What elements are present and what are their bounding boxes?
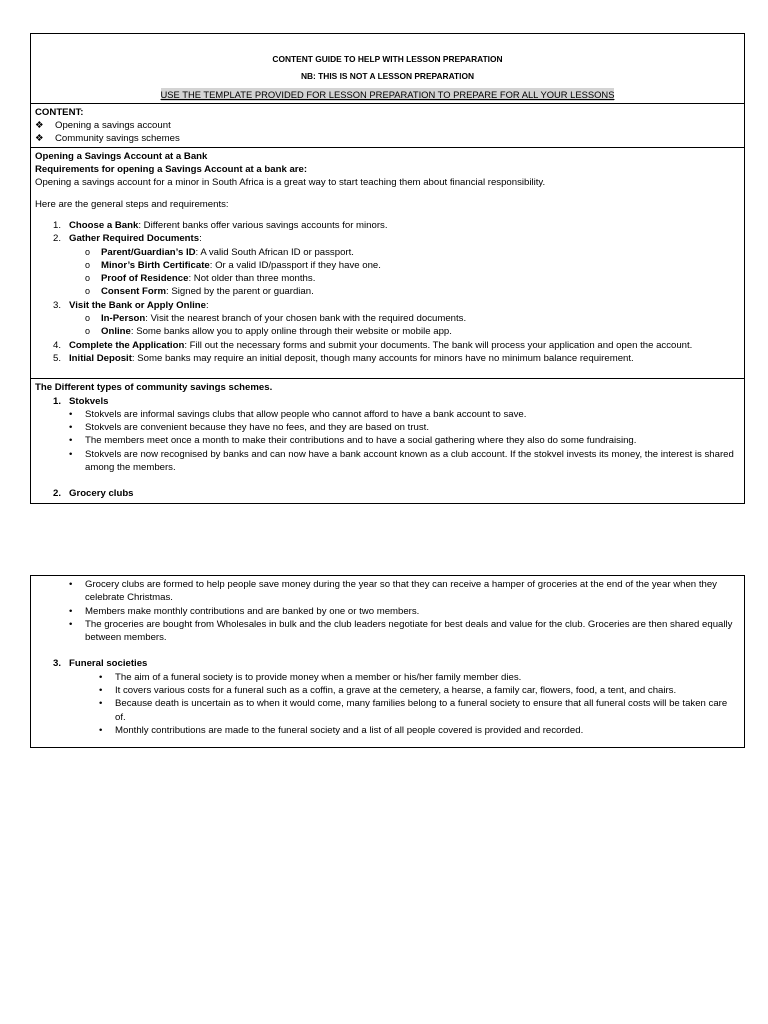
circle-bullet-icon: o — [85, 246, 91, 257]
circle-bullet-icon: o — [85, 273, 91, 284]
step-item: 5. Initial Deposit: Some banks may require an initial deposit, though many accounts for minors have no minimum balance requirement. — [52, 352, 634, 364]
doc-item: o Parent/Guardian’s ID: A valid South African ID or passport. — [85, 246, 354, 258]
bullet-dot-icon: • — [99, 698, 103, 710]
diamond-bullet-icon: ❖ — [35, 133, 44, 145]
funeral-bullet: • Monthly contributions are made to the funeral society and a list of all people covered is provided and recorded. — [99, 724, 584, 736]
stokvel-bullet: • Stokvels are convenient because they have no fees, and they are based on trust. — [69, 422, 429, 434]
savings-section — [31, 148, 744, 379]
stokvel-bullet: • The members meet once a month to make their contributions and to have a social gathering where they also do some fundraising. — [69, 435, 637, 447]
doc-item: o Consent Form: Signed by the parent or guardian. — [85, 286, 314, 298]
document-box-bottom — [30, 575, 745, 748]
scheme-heading: 3. Funeral societies — [52, 658, 148, 670]
bullet-dot-icon: • — [99, 724, 103, 736]
funeral-bullet: • Because death is uncertain as to when it would come, many families belong to a funeral society to ensure that all funeral costs will be taken care of. — [99, 698, 728, 723]
step-item: 4. Complete the Application: Fill out the necessary forms and submit your documents. The bank will process your application and open the account. — [52, 339, 693, 351]
savings-subtitle: Requirements for opening a Savings Account at a bank are: — [35, 164, 308, 176]
header-highlight: USE THE TEMPLATE PROVIDED FOR LESSON PREPARATION TO PREPARE FOR ALL YOUR LESSONS — [160, 88, 615, 100]
visit-item: o Online: Some banks allow you to apply online through their website or mobile app. — [85, 326, 452, 338]
document-box-top — [30, 33, 745, 504]
step-item: 3. Visit the Bank or Apply Online: — [52, 299, 209, 311]
community-continued — [31, 576, 744, 747]
content-item: ❖ Community savings schemes — [35, 133, 180, 145]
circle-bullet-icon: o — [85, 326, 91, 337]
header-section — [31, 34, 744, 104]
funeral-bullet: • The aim of a funeral society is to provide money when a member or his/her family member dies. — [99, 671, 522, 683]
scheme-heading: 2. Grocery clubs — [52, 488, 134, 500]
bullet-dot-icon: • — [69, 579, 73, 590]
visit-item: o In-Person: Visit the nearest branch of your chosen bank with the required documents. — [85, 313, 467, 325]
circle-bullet-icon: o — [85, 286, 91, 297]
header-line-1: CONTENT GUIDE TO HELP WITH LESSON PREPARATION — [272, 54, 503, 64]
bullet-dot-icon: • — [69, 435, 73, 447]
bullet-dot-icon: • — [69, 448, 73, 460]
savings-intro: Opening a savings account for a minor in South Africa is a great way to start teaching them about financial responsibility. — [35, 177, 546, 189]
step-item: 1. Choose a Bank: Different banks offer various savings accounts for minors. — [52, 219, 388, 231]
doc-item: o Minor’s Birth Certificate: Or a valid ID/passport if they have one. — [85, 259, 381, 271]
bullet-dot-icon: • — [99, 671, 103, 683]
bullet-dot-icon: • — [69, 422, 73, 434]
circle-bullet-icon: o — [85, 259, 91, 270]
grocery-bullet: • Grocery clubs are formed to help people save money during the year so that they can receive a hamper of groceries at the end of the year when they celebrate Christmas. — [69, 579, 717, 604]
doc-item: o Proof of Residence: Not older than three months. — [85, 273, 316, 285]
step-item: 2. Gather Required Documents: — [52, 233, 202, 245]
community-section — [31, 379, 744, 502]
diamond-bullet-icon: ❖ — [35, 120, 44, 132]
stokvel-bullet: • Stokvels are informal savings clubs that allow people who cannot afford to have a bank account to save. — [69, 408, 527, 420]
community-title: The Different types of community savings schemes. — [35, 382, 273, 394]
bullet-dot-icon: • — [69, 408, 73, 420]
header-line-2: NB: THIS IS NOT A LESSON PREPARATION — [300, 71, 475, 82]
circle-bullet-icon: o — [85, 313, 91, 324]
bullet-dot-icon: • — [69, 605, 73, 617]
bullet-dot-icon: • — [99, 685, 103, 697]
content-section — [31, 104, 744, 148]
grocery-bullet: • Members make monthly contributions and are banked by one or two members. — [69, 605, 420, 617]
bullet-dot-icon: • — [69, 618, 73, 630]
steps-intro: Here are the general steps and requirements: — [35, 198, 229, 210]
stokvel-bullet: • Stokvels are now recognised by banks and can now have a bank account known as a club account. If the stokvel invests its money, the interest is shared among the members. — [69, 448, 734, 474]
savings-title: Opening a Savings Account at a Bank — [35, 150, 208, 162]
funeral-bullet: • It covers various costs for a funeral such as a coffin, a grave at the cemetery, a hearse, a family car, flowers, food, a tent, and chairs. — [99, 685, 677, 697]
scheme-heading: 1. Stokvels — [52, 395, 109, 407]
content-item: ❖ Opening a savings account — [35, 120, 171, 132]
grocery-bullet: • The groceries are bought from Wholesales in bulk and the club leaders negotiate for best deals and value for the club. Groceries are then shared equally between members. — [69, 618, 733, 644]
content-label: CONTENT: — [35, 106, 84, 118]
